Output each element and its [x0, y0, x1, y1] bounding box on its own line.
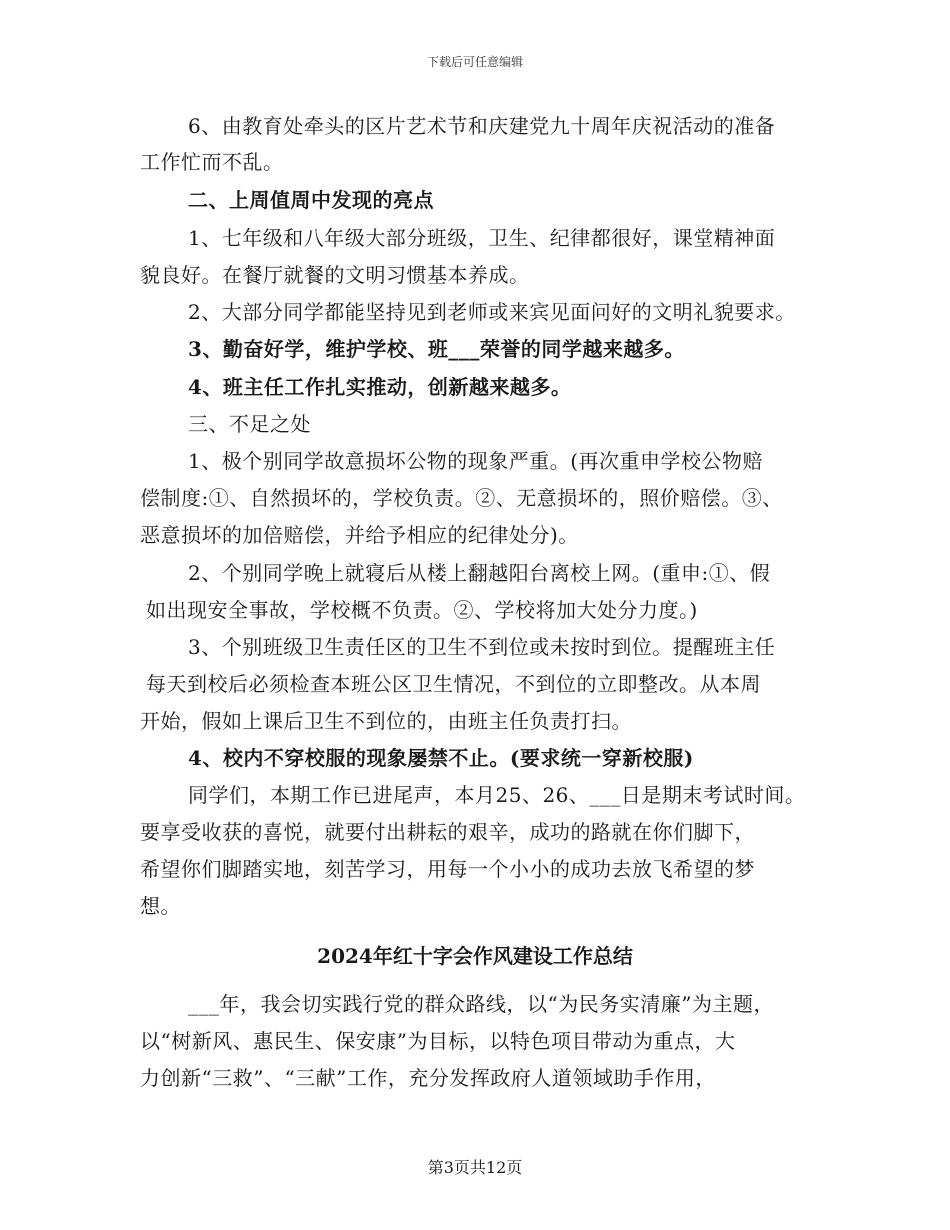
paragraph-line: ___年，我会切实践行党的群众路线，以“为民务实清廉”为主题， — [188, 992, 774, 1016]
paragraph-line: 貌良好。在餐厅就餐的文明习惯基本养成。 — [140, 263, 530, 287]
paragraph-line: 要享受收获的喜悦，就要付出耕耘的艰辛，成功的路就在你们脚下， — [140, 820, 755, 844]
paragraph-line: 2、大部分同学都能坚持见到老师或来宾见面问好的文明礼貌要求。 — [188, 300, 796, 324]
page-footer: 第3页共12页 — [427, 1158, 523, 1177]
paragraph-line: 每天到校后必须检查本班公区卫生情况，不到位的立即整改。从本周 — [146, 672, 761, 696]
paragraph-line: 恶意损坏的加倍赔偿，并给予相应的纪律处分)。 — [140, 523, 579, 547]
paragraph-line: 以“树新风、惠民生、保安康”为目标，以特色项目带动为重点，大 — [140, 1029, 736, 1053]
section-title: 2024年红十字会作风建设工作总结 — [317, 944, 633, 968]
paragraph-line: 同学们，本期工作已进尾声，本月25、26、___日是期末考试时间。 — [188, 783, 806, 807]
paragraph-line: 2、个别同学晚上就寝后从楼上翻越阳台离校上网。(重申:①、假 — [188, 561, 771, 585]
paragraph-line: 开始，假如上课后卫生不到位的，由班主任负责打扫。 — [140, 709, 632, 733]
section-heading: 三、不足之处 — [188, 412, 311, 436]
paragraph-line-bold: 4、校内不穿校服的现象屡禁不止。(要求统一穿新校服) — [188, 746, 694, 770]
paragraph-line: 1、七年级和八年级大部分班级，卫生、纪律都很好，课堂精神面 — [188, 226, 776, 250]
page-header: 下载后可任意编辑 — [426, 55, 523, 69]
paragraph-line: 想。 — [140, 894, 181, 918]
paragraph-line: 希望你们脚踏实地，刻苦学习，用每一个小小的成功去放飞希望的梦 — [140, 857, 755, 881]
paragraph-line-bold: 4、班主任工作扎实推动，创新越来越多。 — [188, 375, 572, 399]
paragraph-line: 力创新“三救”、“三献”工作，充分发挥政府人道领域助手作用， — [140, 1066, 716, 1090]
section-heading: 二、上周值周中发现的亮点 — [188, 188, 434, 212]
paragraph-line: 1、极个别同学故意损坏公物的现象严重。(再次重申学校公物赔 — [188, 449, 764, 473]
paragraph-line: 如出现安全事故，学校概不负责。②、学校将加大处分力度。) — [146, 598, 698, 622]
paragraph-line: 工作忙而不乱。 — [140, 150, 284, 174]
paragraph-line-bold: 3、勤奋好学，维护学校、班___荣誉的同学越来越多。 — [188, 337, 685, 361]
paragraph-line: 偿制度:①、自然损坏的，学校负责。②、无意损坏的，照价赔偿。③、 — [140, 486, 783, 510]
paragraph-line: 6、由教育处牵头的区片艺术节和庆建党九十周年庆祝活动的准备 — [188, 114, 776, 138]
paragraph-line: 3、个别班级卫生责任区的卫生不到位或未按时到位。提醒班主任 — [188, 635, 776, 659]
